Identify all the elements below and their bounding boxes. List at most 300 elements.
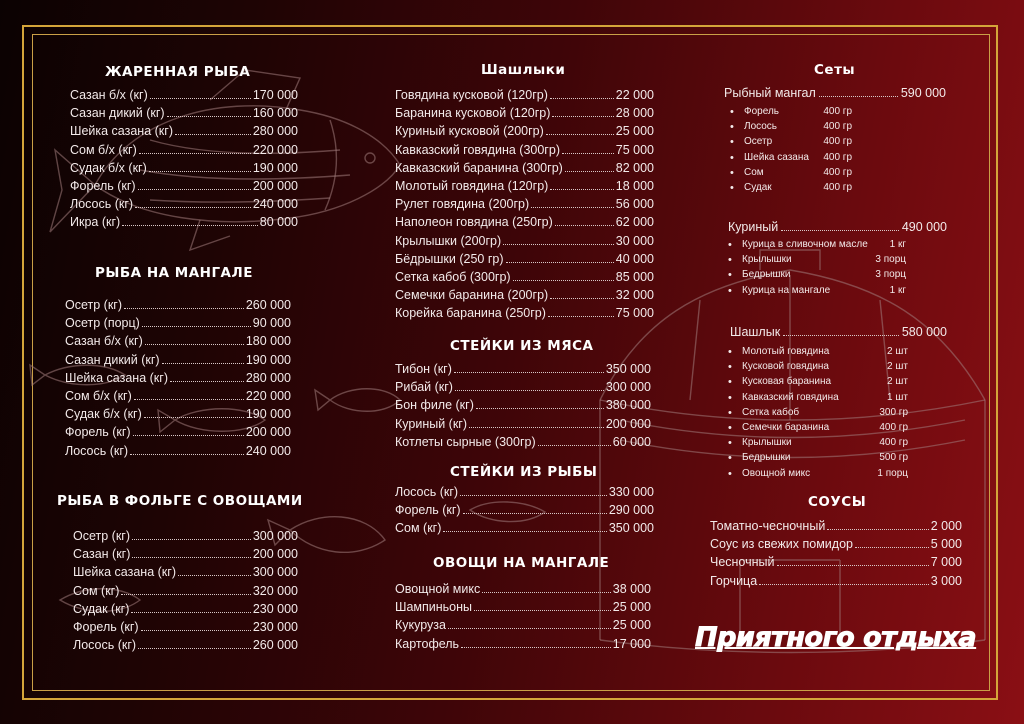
veg-grill-list	[395, 580, 651, 653]
menu-item	[395, 304, 654, 322]
grill-fish-list	[65, 296, 291, 460]
shashlik-set-price: 580 000	[901, 325, 947, 339]
menu-item-name: Сом б/х (кг)	[65, 389, 132, 404]
menu-item-name: Лосось (кг)	[395, 485, 459, 499]
dot-leader	[138, 189, 251, 190]
menu-item-name: Сазан дикий (кг)	[65, 352, 160, 367]
menu-item	[395, 250, 654, 268]
menu-item-name: Шейка сазана (кг)	[70, 124, 173, 139]
menu-item-price: 25 000	[612, 600, 651, 615]
menu-item-price: 240 000	[252, 197, 298, 212]
menu-item-price: 18 000	[615, 179, 654, 194]
menu-item	[395, 501, 654, 519]
menu-item-price: 75 000	[615, 142, 654, 157]
menu-item-name: Шейка сазана (кг)	[65, 370, 168, 385]
bullet-icon	[728, 451, 742, 466]
dot-leader	[550, 189, 613, 190]
menu-item	[65, 369, 291, 387]
menu-item-price: 330 000	[608, 485, 654, 499]
menu-item-price: 160 000	[252, 106, 298, 121]
set-item-name: Курица в сливочном масле	[742, 239, 868, 250]
menu-item-name: Рулет говядина (200гр)	[395, 197, 530, 212]
set-item	[728, 451, 908, 466]
menu-item-price: 170 000	[252, 88, 298, 102]
menu-item	[395, 213, 654, 231]
set-item-name: Шейка сазана	[744, 151, 809, 163]
chicken-set-header	[728, 220, 947, 235]
menu-item-price: 30 000	[615, 233, 654, 248]
menu-item-price: 220 000	[252, 142, 298, 157]
dot-leader	[827, 529, 928, 530]
dot-leader	[170, 381, 244, 382]
bullet-icon	[728, 360, 742, 375]
menu-item	[395, 396, 651, 414]
menu-item-price: 7 000	[930, 555, 962, 570]
menu-item	[73, 563, 298, 581]
menu-item-name: Наполеон говядина (250гр)	[395, 215, 553, 230]
set-item	[728, 375, 908, 390]
menu-item-name: Форель (кг)	[73, 620, 139, 635]
menu-item-name: Форель (кг)	[395, 503, 461, 518]
set-item-qty: 500 гр	[879, 452, 908, 464]
menu-item	[395, 483, 654, 501]
menu-item-name: Рибай (кг)	[395, 380, 453, 395]
set-item-name: Сом	[744, 166, 764, 178]
dot-leader	[546, 134, 614, 135]
dot-leader	[122, 225, 258, 226]
set-item-qty: 1 кг	[889, 239, 906, 250]
menu-item-price: 17 000	[612, 636, 651, 651]
menu-item-price: 5 000	[930, 537, 962, 552]
bullet-icon	[730, 166, 744, 181]
chicken-set-name: Куриный	[728, 220, 779, 234]
menu-item-price: 300 000	[252, 529, 298, 543]
set-item-qty: 3 порц	[875, 254, 906, 266]
bullet-icon	[730, 181, 744, 196]
set-item-name: Курица на мангале	[742, 284, 831, 296]
menu-item-price: 3 000	[930, 573, 962, 588]
dot-leader	[550, 298, 614, 299]
set-item	[728, 360, 908, 375]
shashlik-title: Шашлыки	[481, 62, 566, 78]
set-item-qty: 300 гр	[879, 406, 908, 418]
menu-item-name: Кавказский баранина (300гр)	[395, 160, 563, 175]
menu-item	[70, 141, 298, 159]
bullet-icon	[728, 406, 742, 421]
menu-item-name: Чесночный	[710, 555, 775, 570]
menu-item	[710, 535, 962, 553]
menu-item	[65, 296, 291, 314]
bullet-icon	[728, 238, 742, 253]
menu-item-price: 220 000	[245, 389, 291, 404]
set-item-qty: 2 шт	[887, 346, 908, 357]
menu-item-name: Осетр (кг)	[73, 529, 131, 543]
menu-item-name: Куриный кусковой (200гр)	[395, 124, 544, 139]
dot-leader	[482, 592, 611, 593]
menu-item	[395, 232, 654, 250]
menu-item-name: Семечки баранина (200гр)	[395, 288, 549, 303]
dot-leader	[175, 134, 251, 135]
menu-item-price: 260 000	[252, 638, 298, 653]
set-item	[728, 268, 906, 283]
menu-item-name: Шампиньоны	[395, 600, 473, 615]
set-item-name: Бедрышки	[742, 269, 791, 281]
fish-steaks-title: СТЕЙКИ ИЗ РЫБЫ	[450, 464, 598, 480]
menu-item-price: 60 000	[612, 434, 651, 449]
dot-leader	[130, 454, 244, 455]
menu-item-price: 280 000	[252, 124, 298, 139]
menu-item-price: 25 000	[615, 124, 654, 139]
menu-item-price: 56 000	[615, 197, 654, 212]
menu-item-name: Сом б/х (кг)	[70, 142, 137, 157]
menu-item-price: 82 000	[615, 160, 654, 175]
menu-item-name: Судак б/х (кг)	[70, 160, 147, 175]
menu-item-price: 380 000	[605, 398, 651, 413]
menu-item	[65, 314, 291, 332]
menu-item-name: Горчица	[710, 573, 758, 588]
set-item-qty: 400 гр	[823, 106, 852, 117]
menu-item-price: 300 000	[252, 565, 298, 580]
dot-leader	[562, 153, 614, 154]
dot-leader	[454, 372, 604, 373]
menu-item-name: Форель (кг)	[65, 425, 131, 440]
set-item	[730, 181, 852, 196]
menu-item-name: Сазан дикий (кг)	[70, 106, 165, 121]
menu-item-price: 32 000	[615, 288, 654, 303]
footer-slogan: Приятного отдыха	[695, 622, 977, 653]
bullet-icon	[730, 120, 744, 135]
menu-item-price: 300 000	[605, 380, 651, 395]
menu-item-price: 80 000	[259, 215, 298, 230]
set-item-name: Семечки баранина	[742, 422, 830, 434]
bullet-icon	[728, 284, 742, 299]
dot-leader	[552, 116, 613, 117]
set-item-qty: 400 гр	[879, 437, 908, 449]
dot-leader	[162, 363, 244, 364]
shashlik-set-header	[730, 325, 947, 340]
set-item-name: Крылышки	[742, 254, 792, 266]
bullet-icon	[728, 253, 742, 268]
dot-leader	[133, 435, 244, 436]
menu-item	[70, 159, 298, 177]
set-item-qty: 1 порц	[877, 467, 908, 479]
dot-leader	[138, 648, 251, 649]
set-item-name: Кусковой говядина	[742, 361, 829, 373]
dot-leader	[550, 98, 614, 99]
fish-set-name: Рыбный мангал	[724, 86, 816, 100]
menu-item-name: Сазан б/х (кг)	[65, 334, 143, 349]
foil-fish-title: РЫБА В ФОЛЬГЕ С ОВОЩАМИ	[57, 493, 303, 509]
dot-leader	[819, 96, 898, 97]
menu-item	[395, 598, 651, 616]
menu-item-price: 85 000	[615, 270, 654, 285]
menu-item-name: Овощной микс	[395, 582, 481, 596]
menu-item-name: Баранина кусковой (120гр)	[395, 106, 551, 121]
menu-item-name: Икра (кг)	[70, 215, 121, 230]
menu-item	[395, 195, 654, 213]
menu-item	[65, 351, 291, 369]
menu-item-name: Говядина кусковой (120гр)	[395, 88, 548, 102]
menu-item-price: 350 000	[608, 521, 654, 536]
bullet-icon	[730, 151, 744, 166]
menu-item	[395, 141, 654, 159]
menu-item	[710, 517, 962, 535]
menu-item	[710, 572, 962, 590]
menu-item-name: Корейка баранина (250гр)	[395, 306, 546, 321]
dot-leader	[476, 408, 604, 409]
chicken-set-price: 490 000	[901, 220, 947, 234]
menu-item	[70, 122, 298, 140]
menu-item-name: Форель (кг)	[70, 179, 136, 194]
dot-leader	[443, 531, 606, 532]
dot-leader	[783, 335, 899, 336]
menu-item-price: 350 000	[605, 362, 651, 376]
menu-item-price: 200 000	[252, 547, 298, 562]
menu-item	[65, 423, 291, 441]
fish-steaks-list	[395, 483, 654, 538]
set-item-qty: 2 шт	[887, 376, 908, 388]
menu-item	[73, 636, 298, 654]
shashlik-set-name: Шашлык	[730, 325, 781, 339]
set-item-name: Крылышки	[742, 437, 792, 449]
menu-item-price: 200 000	[252, 179, 298, 194]
dot-leader	[455, 390, 604, 391]
menu-item	[395, 104, 654, 122]
sauces-list	[710, 517, 962, 590]
dot-leader	[134, 399, 244, 400]
menu-item	[70, 195, 298, 213]
menu-item	[70, 177, 298, 195]
menu-item-name: Сазан б/х (кг)	[70, 88, 148, 102]
menu-item-name: Томатно-чесночный	[710, 519, 826, 533]
menu-item-name: Кукуруза	[395, 618, 446, 633]
menu-item-price: 200 000	[605, 416, 651, 431]
set-item-name: Бедрышки	[742, 452, 791, 464]
menu-item-name: Лосось (кг)	[70, 197, 134, 212]
set-item-qty: 400 гр	[823, 121, 852, 133]
menu-item-price: 190 000	[245, 352, 291, 367]
dot-leader	[565, 171, 614, 172]
set-item	[730, 135, 852, 150]
set-item	[728, 467, 908, 482]
dot-leader	[855, 547, 929, 548]
menu-item-name: Бон филе (кг)	[395, 398, 474, 413]
set-item-name: Осетр	[744, 136, 773, 148]
menu-item	[395, 268, 654, 286]
set-item	[728, 406, 908, 421]
menu-item	[65, 442, 291, 460]
sets-title: Сеты	[814, 62, 856, 78]
set-item-qty: 400 гр	[823, 166, 852, 178]
fish-set-price: 590 000	[900, 86, 946, 100]
menu-item-price: 90 000	[252, 316, 291, 331]
menu-item	[73, 618, 298, 636]
menu-item	[395, 519, 654, 537]
menu-item	[65, 332, 291, 350]
shashlik-set-items	[728, 345, 908, 482]
menu-item-name: Куриный (кг)	[395, 416, 468, 431]
set-item-name: Кавказский говядина	[742, 391, 839, 403]
menu-item	[70, 213, 298, 231]
set-item-qty: 400 гр	[823, 136, 852, 148]
menu-item	[395, 433, 651, 451]
dot-leader	[145, 344, 244, 345]
dot-leader	[474, 610, 611, 611]
sauces-title: СОУСЫ	[808, 494, 867, 510]
dot-leader	[149, 171, 251, 172]
bullet-icon	[728, 345, 742, 360]
dot-leader	[142, 326, 251, 327]
set-item-qty: 1 кг	[889, 284, 906, 296]
menu-item-name: Лосось (кг)	[73, 638, 137, 653]
bullet-icon	[728, 436, 742, 451]
menu-item-price: 75 000	[615, 306, 654, 321]
dot-leader	[548, 316, 614, 317]
menu-item-price: 190 000	[245, 407, 291, 422]
shashlik-list	[395, 86, 654, 323]
menu-item-name: Сазан (кг)	[73, 547, 131, 562]
dot-leader	[759, 584, 929, 585]
menu-item-price: 22 000	[615, 88, 654, 102]
menu-item-name: Сом (кг)	[73, 583, 120, 598]
fried-fish-list	[70, 86, 298, 232]
dot-leader	[461, 647, 611, 648]
menu-item-price: 240 000	[245, 443, 291, 458]
menu-item-name: Судак б/х (кг)	[65, 407, 142, 422]
set-item-name: Лосось	[744, 121, 778, 133]
menu-item-price: 180 000	[245, 334, 291, 349]
menu-item-name: Лосось (кг)	[65, 443, 129, 458]
set-item	[728, 421, 908, 436]
set-item-name: Кусковая баранина	[742, 376, 832, 388]
set-item	[730, 120, 852, 135]
set-item-name: Судак	[744, 182, 772, 194]
menu-item	[395, 122, 654, 140]
dot-leader	[150, 98, 251, 99]
menu-item	[70, 104, 298, 122]
dot-leader	[555, 225, 614, 226]
menu-item-name: Осетр (кг)	[65, 298, 123, 312]
menu-item-price: 62 000	[615, 215, 654, 230]
menu-item-price: 25 000	[612, 618, 651, 633]
dot-leader	[144, 417, 244, 418]
dot-leader	[132, 539, 251, 540]
set-item-qty: 3 порц	[875, 269, 906, 281]
dot-leader	[460, 495, 607, 496]
menu-item-price: 28 000	[615, 106, 654, 121]
menu-item	[395, 286, 654, 304]
menu-item	[73, 527, 298, 545]
menu-item	[395, 580, 651, 598]
bullet-icon	[728, 268, 742, 283]
menu-item	[395, 177, 654, 195]
menu-item-name: Котлеты сырные (300гр)	[395, 434, 536, 449]
set-item-name: Форель	[744, 106, 779, 117]
menu-item-name: Бёдрышки (250 гр)	[395, 251, 504, 266]
menu-item-price: 40 000	[615, 251, 654, 266]
menu-item	[710, 553, 962, 571]
dot-leader	[463, 513, 607, 514]
meat-steaks-title: СТЕЙКИ ИЗ МЯСА	[450, 338, 594, 354]
menu-item	[73, 582, 298, 600]
set-item	[728, 238, 906, 253]
dot-leader	[132, 557, 250, 558]
menu-item-name: Сом (кг)	[395, 521, 442, 536]
set-item	[728, 253, 906, 268]
menu-item-name: Судак (кг)	[73, 601, 130, 616]
menu-item-price: 280 000	[245, 370, 291, 385]
menu-item	[395, 378, 651, 396]
dot-leader	[506, 262, 614, 263]
bullet-icon	[728, 421, 742, 436]
dot-leader	[131, 612, 250, 613]
set-item	[730, 166, 852, 181]
set-item-qty: 1 шт	[887, 391, 908, 403]
menu-item	[395, 159, 654, 177]
menu-item-name: Соус из свежих помидор	[710, 537, 853, 552]
menu-item-price: 230 000	[252, 620, 298, 635]
dot-leader	[503, 244, 614, 245]
dot-leader	[531, 207, 614, 208]
dot-leader	[469, 427, 604, 428]
menu-item-price: 190 000	[252, 160, 298, 175]
menu-item	[395, 415, 651, 433]
set-item-qty: 400 гр	[823, 151, 852, 163]
dot-leader	[178, 575, 251, 576]
menu-item-price: 2 000	[930, 519, 962, 533]
fish-small-1-icon	[315, 389, 400, 412]
set-item	[728, 284, 906, 299]
dot-leader	[141, 630, 251, 631]
menu-item-name: Шейка сазана (кг)	[73, 565, 176, 580]
veg-grill-title: ОВОЩИ НА МАНГАЛЕ	[433, 555, 610, 571]
dot-leader	[538, 445, 611, 446]
chicken-set-items	[728, 238, 906, 299]
fish-set-items	[730, 105, 852, 196]
dot-leader	[781, 230, 899, 231]
set-item	[728, 436, 908, 451]
dot-leader	[448, 628, 611, 629]
menu-item-name: Тибон (кг)	[395, 362, 452, 376]
menu-item-name: Осетр (порц)	[65, 316, 140, 331]
set-item-name: Сетка кабоб	[742, 406, 800, 418]
menu-item-price: 230 000	[252, 601, 298, 616]
menu-item-name: Сетка кабоб (300гр)	[395, 270, 511, 285]
fried-fish-title: ЖАРЕННАЯ РЫБА	[105, 64, 251, 80]
dot-leader	[121, 594, 250, 595]
set-item-qty: 400 гр	[823, 182, 852, 194]
meat-steaks-list	[395, 360, 651, 451]
menu-item-name: Кавказский говядина (300гр)	[395, 142, 560, 157]
menu-item	[395, 635, 651, 653]
menu-item	[395, 360, 651, 378]
bullet-icon	[728, 375, 742, 390]
menu-item-name: Картофель	[395, 636, 460, 651]
dot-leader	[135, 207, 251, 208]
bullet-icon	[730, 135, 744, 150]
menu-item-name: Крылышки (200гр)	[395, 233, 502, 248]
dot-leader	[167, 116, 251, 117]
set-item-qty: 2 шт	[887, 361, 908, 373]
dot-leader	[777, 565, 929, 566]
set-item	[730, 151, 852, 166]
set-item	[730, 105, 852, 120]
menu-item-price: 260 000	[245, 298, 291, 312]
menu-item	[73, 600, 298, 618]
dot-leader	[124, 308, 244, 309]
menu-item	[65, 387, 291, 405]
dot-leader	[139, 153, 251, 154]
